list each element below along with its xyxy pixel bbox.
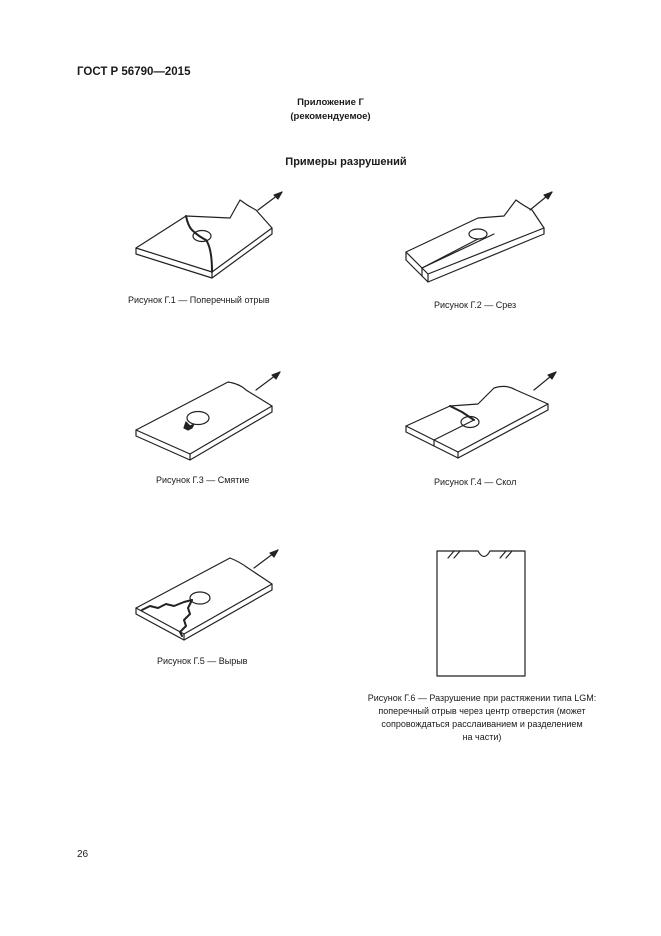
figure-g4-caption: Рисунок Г.4 — Скол [434,477,517,487]
figure-g6-caption-line: поперечный отрыв через центр отверстия (может [378,706,586,716]
figure-g6-caption-line: на части) [462,732,502,742]
figure-g6-caption-line: Рисунок Г.6 — Разрушение при растяжении типа LGM: [367,693,597,703]
figure-g3-drawing [130,368,290,468]
figure-g5-drawing [130,548,290,648]
figure-g2-drawing [398,188,563,288]
figure-g5-caption: Рисунок Г.5 — Вырыв [157,656,248,666]
appendix-heading [0,96,661,124]
section-title: Примеры разрушений [285,156,407,168]
standard-code: ГОСТ Р 56790—2015 [77,66,191,78]
figure-g6-caption [332,692,632,744]
figure-g1-caption: Рисунок Г.1 — Поперечный отрыв [128,295,270,305]
figure-g6-caption-line: сопровождаться расслаиванием и разделением [381,719,583,729]
figure-g6-drawing [436,548,528,678]
figure-g4-drawing [398,368,563,468]
appendix-status: (рекомендуемое) [290,111,371,122]
figure-g1-drawing [130,188,290,288]
figure-g3-caption: Рисунок Г.3 — Смятие [156,475,250,485]
figure-g2-caption: Рисунок Г.2 — Срез [434,300,517,310]
appendix-title: Приложение Г [297,97,364,108]
page-number: 26 [77,849,89,860]
